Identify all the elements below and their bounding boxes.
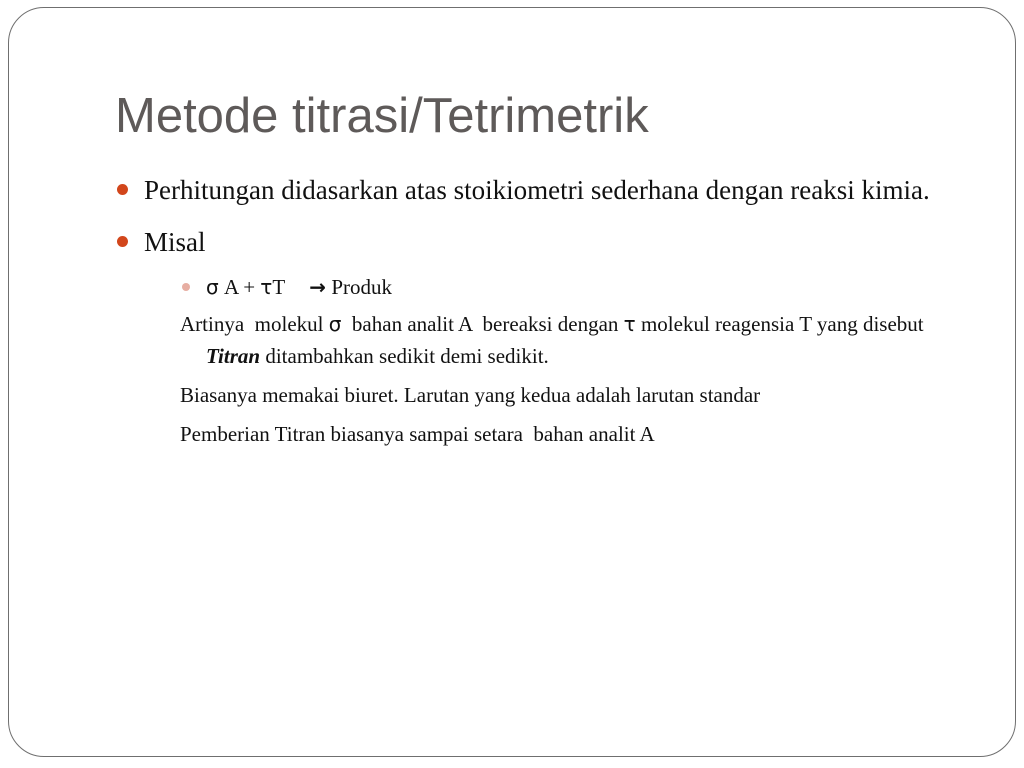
bullet-text: Perhitungan didasarkan atas stoikiometri sederhana dengan reaksi kimia. (144, 175, 930, 205)
sigma-symbol: σ (328, 312, 342, 336)
sigma-symbol: σ (206, 275, 219, 299)
paragraph-text: Artinya molekul (180, 312, 329, 336)
bullet-dot-icon (117, 184, 128, 195)
paragraph-text: molekul reagensia T yang disebut (635, 312, 929, 336)
equation-product: Produk (331, 275, 392, 299)
paragraph-pemberian: Pemberian Titran biasanya sampai setara bahan analit A (180, 422, 655, 446)
titran-emphasis: Titran (206, 344, 261, 368)
arrow-right-icon: → (309, 275, 327, 299)
tau-symbol: τ (623, 312, 636, 336)
bullet-item (115, 168, 955, 212)
bullet-dot-icon (117, 236, 128, 247)
paragraph-text: ditambahkan sedikit demi sedikit. (260, 344, 549, 368)
slide-body (115, 168, 955, 457)
slide-title: Metode titrasi/Tetrimetrik (115, 89, 649, 143)
paragraph-biasanya: Biasanya memakai biuret. Larutan yang kedua adalah larutan standar (180, 383, 761, 407)
sub-bullet-equation (180, 272, 955, 302)
equation-t-term: T (272, 275, 285, 299)
paragraph-text: bahan analit A bereaksi dengan (341, 312, 624, 336)
bullet-item (115, 220, 955, 264)
paragraph-artinya (180, 308, 955, 372)
tau-symbol: τ (260, 275, 273, 299)
sub-bullet-dot-icon (182, 283, 190, 291)
bullet-text: Misal (144, 227, 206, 257)
equation-a-term: A + (218, 275, 261, 299)
